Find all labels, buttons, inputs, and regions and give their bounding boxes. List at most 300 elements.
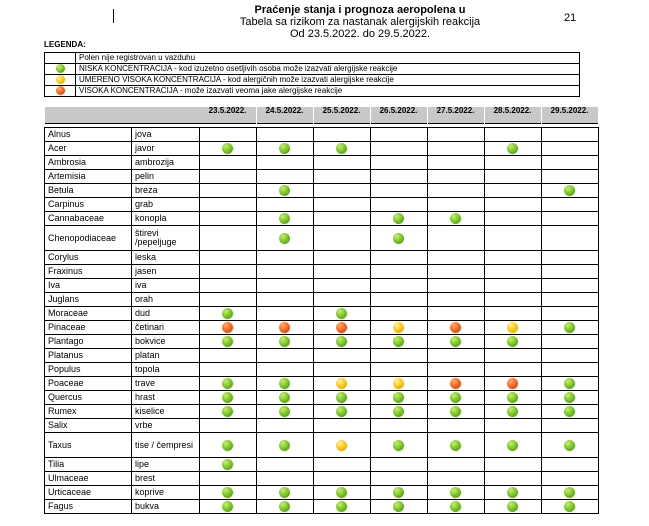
risk-cell	[427, 128, 484, 142]
local-name-cell: dud	[132, 307, 200, 321]
local-name-cell: jova	[132, 128, 200, 142]
green-circle-icon	[222, 406, 233, 417]
green-circle-icon	[279, 440, 290, 451]
risk-cell	[200, 142, 257, 156]
risk-cell	[427, 391, 484, 405]
local-name-cell: topola	[132, 363, 200, 377]
green-circle-icon	[564, 378, 575, 389]
risk-cell	[541, 307, 598, 321]
risk-cell	[370, 458, 427, 472]
risk-cell	[427, 198, 484, 212]
table-row	[45, 251, 599, 265]
green-circle-icon	[564, 406, 575, 417]
risk-cell	[370, 293, 427, 307]
risk-cell	[484, 184, 541, 198]
page-number: 21	[564, 12, 577, 24]
risk-cell	[427, 419, 484, 433]
risk-cell	[427, 307, 484, 321]
risk-cell	[541, 419, 598, 433]
risk-cell	[484, 405, 541, 419]
risk-cell	[541, 156, 598, 170]
date-header-row	[45, 107, 599, 124]
latin-name-cell: Moraceae	[45, 307, 132, 321]
risk-cell	[484, 433, 541, 458]
risk-cell	[427, 500, 484, 514]
risk-cell	[200, 128, 257, 142]
green-circle-icon	[336, 308, 347, 319]
green-circle-icon	[393, 487, 404, 498]
table-row	[45, 335, 599, 349]
risk-cell	[484, 170, 541, 184]
risk-cell	[541, 500, 598, 514]
risk-cell	[256, 156, 313, 170]
risk-cell	[200, 321, 257, 335]
table-row	[45, 419, 599, 433]
risk-cell	[484, 142, 541, 156]
table-row	[45, 212, 599, 226]
table-row	[45, 500, 599, 514]
risk-cell	[541, 212, 598, 226]
latin-name-cell: Pinaceae	[45, 321, 132, 335]
green-circle-icon	[279, 336, 290, 347]
risk-cell	[256, 279, 313, 293]
table-row	[45, 198, 599, 212]
green-circle-icon	[222, 336, 233, 347]
risk-cell	[370, 377, 427, 391]
legend-swatch-cell	[45, 86, 76, 97]
risk-cell	[256, 142, 313, 156]
yellow-circle-icon	[393, 322, 404, 333]
risk-cell	[427, 265, 484, 279]
table-row	[45, 391, 599, 405]
date-header: 23.5.2022.	[200, 107, 257, 124]
green-circle-icon	[56, 64, 65, 73]
latin-name-cell: Chenopodiaceae	[45, 226, 132, 251]
green-circle-icon	[222, 459, 233, 470]
green-circle-icon	[336, 392, 347, 403]
risk-cell	[370, 500, 427, 514]
risk-cell	[256, 170, 313, 184]
risk-cell	[313, 184, 370, 198]
risk-cell	[541, 142, 598, 156]
green-circle-icon	[564, 392, 575, 403]
risk-cell	[256, 486, 313, 500]
risk-cell	[427, 472, 484, 486]
local-name-cell: vrbe	[132, 419, 200, 433]
local-name-cell: platan	[132, 349, 200, 363]
yellow-circle-icon	[336, 378, 347, 389]
green-circle-icon	[222, 308, 233, 319]
risk-cell	[256, 265, 313, 279]
risk-cell	[427, 212, 484, 226]
legend-row	[45, 75, 580, 86]
risk-cell	[313, 335, 370, 349]
green-circle-icon	[222, 487, 233, 498]
risk-cell	[370, 170, 427, 184]
risk-cell	[484, 212, 541, 226]
legend-swatch-cell	[45, 64, 76, 75]
risk-cell	[427, 458, 484, 472]
risk-cell	[370, 307, 427, 321]
risk-cell	[484, 363, 541, 377]
green-circle-icon	[450, 336, 461, 347]
risk-cell	[200, 500, 257, 514]
header-blank-latin	[45, 107, 132, 124]
green-circle-icon	[222, 143, 233, 154]
green-circle-icon	[222, 378, 233, 389]
green-circle-icon	[507, 336, 518, 347]
risk-cell	[484, 391, 541, 405]
risk-cell	[256, 419, 313, 433]
risk-cell	[427, 184, 484, 198]
risk-cell	[484, 251, 541, 265]
latin-name-cell: Alnus	[45, 128, 132, 142]
local-name-cell: grab	[132, 198, 200, 212]
legend-text: VISOKA KONCENTRACIJA - može izazvati veoma jake alergijske reakcije	[76, 86, 580, 97]
risk-cell	[484, 307, 541, 321]
green-circle-icon	[336, 501, 347, 512]
risk-cell	[541, 184, 598, 198]
orange-circle-icon	[507, 378, 518, 389]
yellow-circle-icon	[393, 378, 404, 389]
risk-cell	[541, 363, 598, 377]
risk-cell	[484, 335, 541, 349]
risk-cell	[200, 419, 257, 433]
risk-cell	[313, 142, 370, 156]
legend-title: LEGENDA:	[44, 40, 86, 49]
date-header: 24.5.2022.	[256, 107, 313, 124]
risk-cell	[370, 184, 427, 198]
risk-cell	[313, 391, 370, 405]
risk-cell	[200, 226, 257, 251]
green-circle-icon	[507, 406, 518, 417]
risk-cell	[541, 433, 598, 458]
risk-cell	[541, 349, 598, 363]
green-circle-icon	[279, 501, 290, 512]
green-circle-icon	[507, 501, 518, 512]
risk-cell	[256, 458, 313, 472]
risk-cell	[370, 363, 427, 377]
risk-cell	[370, 405, 427, 419]
table-row	[45, 363, 599, 377]
date-header: 28.5.2022.	[484, 107, 541, 124]
local-name-cell: hrast	[132, 391, 200, 405]
risk-cell	[200, 363, 257, 377]
local-name-cell: ambrozija	[132, 156, 200, 170]
risk-cell	[427, 486, 484, 500]
risk-cell	[484, 486, 541, 500]
risk-cell	[484, 472, 541, 486]
green-circle-icon	[450, 213, 461, 224]
risk-cell	[541, 472, 598, 486]
risk-cell	[313, 156, 370, 170]
risk-cell	[370, 142, 427, 156]
table-row	[45, 279, 599, 293]
green-circle-icon	[393, 406, 404, 417]
risk-cell	[200, 472, 257, 486]
risk-cell	[427, 405, 484, 419]
table-row	[45, 486, 599, 500]
latin-name-cell: Platanus	[45, 349, 132, 363]
risk-cell	[256, 433, 313, 458]
local-name-cell: pelin	[132, 170, 200, 184]
orange-circle-icon	[56, 86, 65, 95]
local-name-cell: bokvice	[132, 335, 200, 349]
green-circle-icon	[450, 440, 461, 451]
risk-cell	[370, 486, 427, 500]
risk-cell	[370, 226, 427, 251]
local-name-cell: brest	[132, 472, 200, 486]
risk-cell	[313, 349, 370, 363]
latin-name-cell: Fraxinus	[45, 265, 132, 279]
risk-cell	[313, 458, 370, 472]
risk-cell	[427, 363, 484, 377]
table-row	[45, 405, 599, 419]
latin-name-cell: Juglans	[45, 293, 132, 307]
local-name-cell: breza	[132, 184, 200, 198]
risk-cell	[256, 321, 313, 335]
document-title: Praćenje stanja i prognoza aeropolena u	[254, 4, 466, 16]
risk-cell	[200, 458, 257, 472]
latin-name-cell: Corylus	[45, 251, 132, 265]
risk-cell	[541, 251, 598, 265]
local-name-cell: orah	[132, 293, 200, 307]
risk-cell	[541, 486, 598, 500]
risk-cell	[256, 128, 313, 142]
risk-cell	[256, 226, 313, 251]
orange-circle-icon	[336, 322, 347, 333]
risk-cell	[427, 156, 484, 170]
green-circle-icon	[279, 213, 290, 224]
risk-cell	[484, 500, 541, 514]
document-subtitle: Tabela sa rizikom za nastanak alergijskih reakcija	[239, 16, 481, 28]
local-name-cell: kiselice	[132, 405, 200, 419]
risk-cell	[256, 212, 313, 226]
risk-cell	[200, 405, 257, 419]
local-name-cell: konopla	[132, 212, 200, 226]
risk-cell	[200, 279, 257, 293]
risk-cell	[200, 307, 257, 321]
green-circle-icon	[393, 440, 404, 451]
green-circle-icon	[564, 487, 575, 498]
risk-cell	[484, 198, 541, 212]
local-name-cell: jasen	[132, 265, 200, 279]
risk-cell	[370, 349, 427, 363]
risk-cell	[427, 226, 484, 251]
local-name-cell: javor	[132, 142, 200, 156]
yellow-circle-icon	[56, 75, 65, 84]
yellow-circle-icon	[507, 322, 518, 333]
green-circle-icon	[393, 233, 404, 244]
green-circle-icon	[564, 501, 575, 512]
risk-cell	[200, 198, 257, 212]
risk-cell	[370, 335, 427, 349]
risk-cell	[256, 391, 313, 405]
risk-cell	[200, 486, 257, 500]
latin-name-cell: Ambrosia	[45, 156, 132, 170]
risk-cell	[541, 405, 598, 419]
table-row	[45, 142, 599, 156]
green-circle-icon	[279, 392, 290, 403]
risk-cell	[484, 419, 541, 433]
latin-name-cell: Taxus	[45, 433, 132, 458]
risk-cell	[427, 433, 484, 458]
risk-cell	[484, 128, 541, 142]
latin-name-cell: Plantago	[45, 335, 132, 349]
risk-cell	[484, 377, 541, 391]
local-name-cell: iva	[132, 279, 200, 293]
green-circle-icon	[450, 392, 461, 403]
risk-cell	[313, 486, 370, 500]
risk-cell	[256, 251, 313, 265]
green-circle-icon	[393, 213, 404, 224]
date-range: Od 23.5.2022. do 29.5.2022.	[289, 28, 431, 40]
risk-cell	[370, 419, 427, 433]
legend-row	[45, 53, 580, 64]
risk-cell	[256, 184, 313, 198]
risk-cell	[484, 293, 541, 307]
risk-cell	[313, 321, 370, 335]
green-circle-icon	[393, 392, 404, 403]
risk-cell	[370, 156, 427, 170]
risk-cell	[313, 251, 370, 265]
risk-cell	[484, 458, 541, 472]
risk-cell	[313, 500, 370, 514]
risk-cell	[541, 377, 598, 391]
risk-cell	[370, 321, 427, 335]
green-circle-icon	[336, 143, 347, 154]
green-circle-icon	[507, 487, 518, 498]
green-circle-icon	[222, 440, 233, 451]
latin-name-cell: Quercus	[45, 391, 132, 405]
risk-cell	[427, 142, 484, 156]
risk-cell	[541, 391, 598, 405]
date-header: 27.5.2022.	[427, 107, 484, 124]
date-header: 29.5.2022.	[541, 107, 598, 124]
legend-row	[45, 86, 580, 97]
table-row	[45, 226, 599, 251]
latin-name-cell: Salix	[45, 419, 132, 433]
green-circle-icon	[279, 378, 290, 389]
risk-cell	[200, 335, 257, 349]
risk-cell	[313, 265, 370, 279]
risk-cell	[484, 265, 541, 279]
risk-cell	[484, 279, 541, 293]
risk-cell	[427, 279, 484, 293]
latin-name-cell: Acer	[45, 142, 132, 156]
green-circle-icon	[564, 440, 575, 451]
green-circle-icon	[507, 392, 518, 403]
green-circle-icon	[336, 406, 347, 417]
risk-cell	[313, 279, 370, 293]
table-row	[45, 156, 599, 170]
orange-circle-icon	[450, 322, 461, 333]
risk-cell	[256, 472, 313, 486]
risk-cell	[313, 293, 370, 307]
legend-text: UMERENO VISOKA KONCENTRACIJA - kod alergičnih može izazvati alergijske reakcije	[76, 75, 580, 86]
green-circle-icon	[450, 487, 461, 498]
date-header: 25.5.2022.	[313, 107, 370, 124]
table-row	[45, 472, 599, 486]
table-row	[45, 265, 599, 279]
green-circle-icon	[222, 392, 233, 403]
risk-cell	[256, 307, 313, 321]
green-circle-icon	[564, 185, 575, 196]
table-row	[45, 170, 599, 184]
orange-circle-icon	[222, 322, 233, 333]
header-blank-local	[132, 107, 200, 124]
risk-cell	[200, 265, 257, 279]
legend-swatch-cell	[45, 53, 76, 64]
green-circle-icon	[336, 336, 347, 347]
risk-cell	[256, 335, 313, 349]
orange-circle-icon	[279, 322, 290, 333]
legend-row	[45, 64, 580, 75]
text-cursor	[113, 9, 114, 23]
risk-cell	[256, 293, 313, 307]
risk-cell	[313, 472, 370, 486]
risk-cell	[370, 128, 427, 142]
latin-name-cell: Cannabaceae	[45, 212, 132, 226]
risk-cell	[427, 170, 484, 184]
latin-name-cell: Iva	[45, 279, 132, 293]
risk-cell	[541, 170, 598, 184]
table-row	[45, 433, 599, 458]
risk-cell	[427, 349, 484, 363]
risk-cell	[200, 391, 257, 405]
risk-cell	[370, 265, 427, 279]
table-row	[45, 184, 599, 198]
table-row	[45, 307, 599, 321]
table-row	[45, 349, 599, 363]
risk-cell	[313, 433, 370, 458]
green-circle-icon	[222, 501, 233, 512]
risk-cell	[427, 335, 484, 349]
risk-cell	[370, 198, 427, 212]
legend-text: NISKA KONCENTRACIJA - kod izuzetno osetljivih osoba može izazvati alergijske reakcije	[76, 64, 580, 75]
green-circle-icon	[336, 487, 347, 498]
risk-cell	[313, 377, 370, 391]
latin-name-cell: Betula	[45, 184, 132, 198]
risk-cell	[484, 349, 541, 363]
local-name-cell: tise / čempresi	[132, 433, 200, 458]
risk-cell	[200, 349, 257, 363]
risk-cell	[200, 156, 257, 170]
latin-name-cell: Urticaceae	[45, 486, 132, 500]
risk-cell	[541, 458, 598, 472]
risk-cell	[313, 363, 370, 377]
risk-cell	[200, 184, 257, 198]
risk-cell	[541, 198, 598, 212]
green-circle-icon	[564, 322, 575, 333]
risk-cell	[200, 170, 257, 184]
risk-cell	[427, 377, 484, 391]
risk-cell	[256, 500, 313, 514]
risk-cell	[370, 279, 427, 293]
risk-cell	[370, 391, 427, 405]
risk-cell	[541, 265, 598, 279]
green-circle-icon	[393, 336, 404, 347]
risk-cell	[484, 156, 541, 170]
risk-cell	[541, 128, 598, 142]
local-name-cell: četinari	[132, 321, 200, 335]
legend-table	[44, 52, 580, 97]
risk-cell	[427, 251, 484, 265]
risk-cell	[313, 419, 370, 433]
risk-cell	[200, 293, 257, 307]
risk-cell	[541, 293, 598, 307]
latin-name-cell: Rumex	[45, 405, 132, 419]
